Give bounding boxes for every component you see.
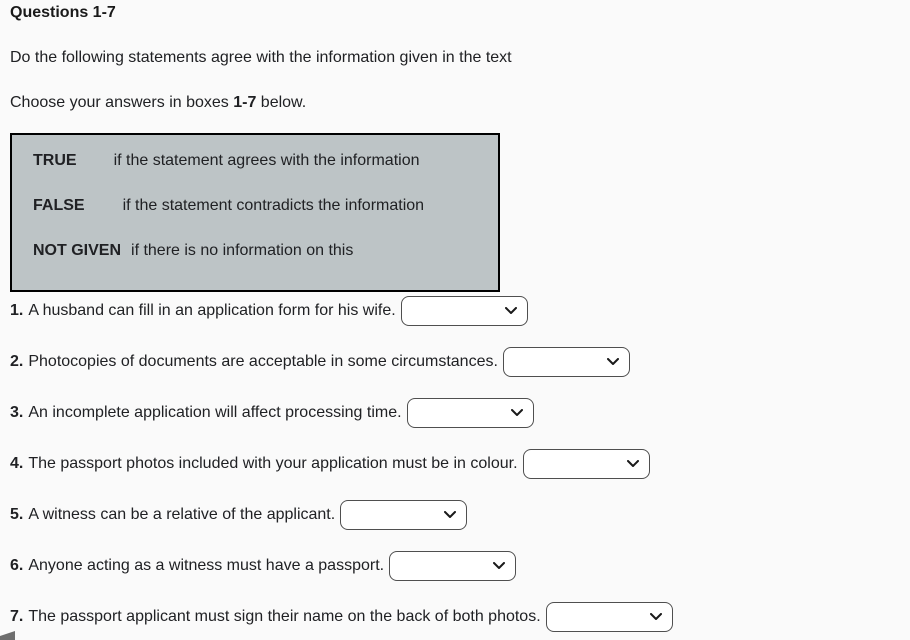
question-row-4 — [10, 449, 900, 479]
answer-select-7[interactable] — [546, 602, 673, 632]
answer-select-wrap-4 — [523, 449, 650, 479]
definition-term: FALSE — [33, 197, 85, 214]
answer-select-6[interactable] — [389, 551, 516, 581]
answer-select-1[interactable] — [401, 296, 528, 326]
corner-triangle-icon — [0, 631, 15, 640]
question-statement: Photocopies of documents are acceptable in some circumstances. — [28, 353, 498, 370]
question-statement: A husband can fill in an application form for his wife. — [28, 302, 396, 319]
question-number: 1. — [10, 302, 24, 319]
question-statement: Anyone acting as a witness must have a passport. — [28, 557, 385, 574]
instruction-line-1: Do the following statements agree with the information given in the text — [10, 49, 512, 66]
question-number: 7. — [10, 608, 24, 625]
question-number: 3. — [10, 404, 24, 421]
question-row-5 — [10, 500, 900, 530]
definition-text: if there is no information on this — [131, 242, 354, 259]
answer-select-wrap-6 — [389, 551, 516, 581]
instruction-line-2-range: 1-7 — [233, 94, 257, 111]
answer-select-wrap-3 — [407, 398, 534, 428]
instruction-line-2-prefix: Choose your answers in boxes — [10, 94, 234, 111]
instruction-line-2 — [10, 93, 900, 112]
definition-row-not-given — [33, 241, 488, 260]
answer-select-4[interactable] — [523, 449, 650, 479]
definition-row-true — [33, 151, 488, 170]
answer-select-3[interactable] — [407, 398, 534, 428]
question-statement: An incomplete application will affect processing time. — [28, 404, 402, 421]
answer-select-wrap-5 — [340, 500, 467, 530]
page-title: Questions 1-7 — [10, 4, 116, 21]
definition-term: TRUE — [33, 152, 77, 169]
question-row-1 — [10, 296, 900, 326]
answer-select-wrap-2 — [503, 347, 630, 377]
question-number: 5. — [10, 506, 24, 523]
question-number: 2. — [10, 353, 24, 370]
question-statement: A witness can be a relative of the applicant. — [28, 506, 336, 523]
answer-select-2[interactable] — [503, 347, 630, 377]
question-row-7 — [10, 602, 900, 632]
answer-select-5[interactable] — [340, 500, 467, 530]
question-row-2 — [10, 347, 900, 377]
definition-term: NOT GIVEN — [33, 242, 122, 259]
answer-select-wrap-1 — [401, 296, 528, 326]
question-number: 6. — [10, 557, 24, 574]
definition-text: if the statement contradicts the information — [122, 197, 425, 214]
question-row-6 — [10, 551, 900, 581]
question-row-3 — [10, 398, 900, 428]
question-list — [10, 296, 900, 632]
instruction-line-2-suffix: below. — [256, 94, 307, 111]
answer-key-box — [10, 133, 500, 292]
definition-text: if the statement agrees with the information — [113, 152, 420, 169]
definition-row-false — [33, 196, 488, 215]
question-statement: The passport applicant must sign their name on the back of both photos. — [28, 608, 541, 625]
question-number: 4. — [10, 455, 24, 472]
answer-select-wrap-7 — [546, 602, 673, 632]
question-statement: The passport photos included with your application must be in colour. — [28, 455, 518, 472]
